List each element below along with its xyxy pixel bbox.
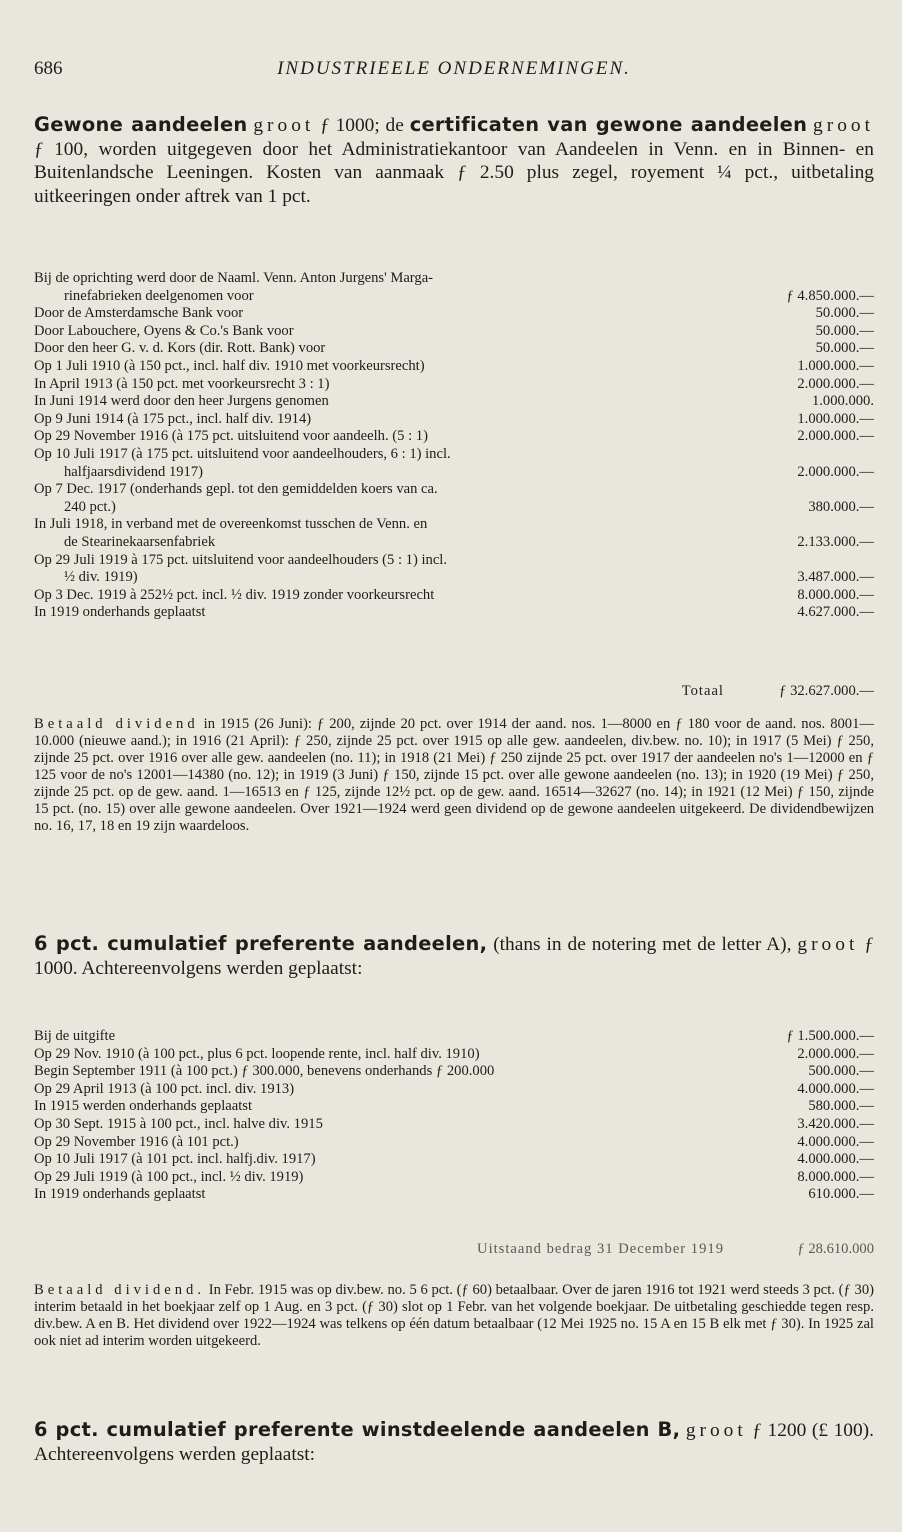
ledger-description: In 1915 werden onderhands geplaatst — [34, 1098, 253, 1115]
ledger-amount: 50.000.— — [815, 340, 874, 357]
ledger-amount: 2.000.000.— — [797, 1045, 874, 1062]
ledger-description: In 1919 onderhands geplaatst — [34, 1186, 206, 1203]
total-amount: ƒ 32.627.000.— — [779, 683, 874, 699]
ledger-description: Begin September 1911 (à 100 pct.) ƒ 300.000, benevens onderhands ƒ 200.000 — [34, 1063, 495, 1080]
ledger-description: Bij de oprichting werd door de Naaml. Venn. Anton Jurgens' Marga- — [34, 270, 434, 286]
ledger-amount: 8.000.000.— — [797, 586, 874, 603]
ledger-amount: ƒ 1.500.000.— — [786, 1028, 874, 1044]
running-title: INDUSTRIEELE ONDERNEMINGEN. — [277, 58, 631, 79]
ledger-amount: 4.000.000.— — [797, 1080, 874, 1097]
ledger-description: Op 1 Juli 1910 (à 150 pct., incl. half div. 1910 met voorkeursrecht) — [34, 357, 425, 374]
dividend-paragraph-gewone — [34, 716, 874, 835]
ledger-row — [34, 464, 874, 482]
ledger-amount: 610.000.— — [808, 1186, 874, 1203]
ledger-amount: 380.000.— — [808, 498, 874, 515]
ledger-description: In 1919 onderhands geplaatst — [34, 604, 206, 621]
certificaten-groot: groot — [813, 115, 874, 136]
ledger-description: Op 7 Dec. 1917 (onderhands gepl. tot den gemiddelden koers van ca. — [34, 481, 438, 498]
ledger-row — [34, 552, 874, 570]
pref-a-text-2: ƒ 1000. Achtereenvolgens werden geplaatst: — [34, 934, 874, 979]
ledger-amount: ƒ 4.850.000.— — [786, 287, 874, 304]
pref-b-text: ƒ 1200 (£ 100). Achtereenvolgens werden geplaatst: — [34, 1420, 874, 1465]
ledger-description: Door de Amsterdamsche Bank voor — [34, 305, 244, 322]
page-number: 686 — [34, 58, 63, 79]
dividend-text-a: In Febr. 1915 was op div.bew. no. 5 6 pct. (ƒ 60) betaalbaar. Over de jaren 1916 tot 1921 werd steeds 3 pct. (ƒ 30) interim betaald in het boekjaar zelf op 1 Aug. en 3 pct. (ƒ 30) slot op 1 Febr. van het volgende boekjaar. De uitbetaling geschiedde tegen resp. div.bew. A en B. Het dividend over 1922—1924 was telkens op één datum betaalbaar (12 Mei 1925 no. 15 A en 15 B elk met ƒ 30). In 1925 zal ook niet ad interim worden uitgekeerd. — [34, 1282, 874, 1349]
ledger-row — [34, 1151, 874, 1169]
total-label: Totaal — [681, 683, 724, 699]
ledger-amount: 2.000.000.— — [797, 463, 874, 480]
ledger-row — [34, 604, 874, 622]
pref-b-heading: 6 pct. cumulatief preferente winstdeelende aandeelen B, — [34, 1418, 681, 1441]
ledger-row — [34, 1063, 874, 1081]
ledger-description: de Stearinekaarsenfabriek — [64, 533, 216, 550]
ledger-row — [34, 288, 874, 306]
ledger-row — [34, 270, 874, 288]
dividend-paragraph-pref-a — [34, 1282, 874, 1350]
ledger-row — [34, 481, 874, 499]
ledger-description: Bij de uitgifte — [34, 1028, 116, 1044]
gewone-text-2: ƒ 100, worden uitgegeven door het Administratiekantoor van Aandeelen in Venn. en in Binnen- en Buitenlandsche Leeningen. Kosten van aanmaak ƒ 2.50 plus zegel, royement ¼ pct., uitbetaling uitkeeringen onder aftrek van 1 pct. — [34, 138, 874, 207]
ledger-description: Op 29 November 1916 (à 101 pct.) — [34, 1133, 239, 1150]
ledger-amount: 500.000.— — [808, 1063, 874, 1080]
pref-a-text-1: (thans in de notering met de letter A), — [493, 934, 792, 955]
gewone-text-1: ƒ 1000; de — [320, 115, 404, 136]
ledger-row — [34, 1186, 874, 1204]
ledger-amount: 4.000.000.— — [797, 1133, 874, 1150]
ledger-description: In April 1913 (à 150 pct. met voorkeursrecht 3 : 1) — [34, 375, 330, 392]
ledger-amount: 2.000.000.— — [797, 428, 874, 445]
ledger-amount: 8.000.000.— — [797, 1168, 874, 1185]
ledger-row — [34, 305, 874, 323]
ledger-row — [34, 1046, 874, 1064]
outstanding-label: Uitstaand bedrag 31 December 1919 — [477, 1241, 724, 1257]
ledger-amount: 2.000.000.— — [797, 375, 874, 392]
ledger-row — [34, 1134, 874, 1152]
pref-a-heading: 6 pct. cumulatief preferente aandeelen, — [34, 932, 488, 955]
ledger-amount: 50.000.— — [815, 305, 874, 322]
gewone-aandeelen-paragraph — [34, 113, 874, 208]
ledger-description: rinefabrieken deelgenomen voor — [64, 287, 254, 304]
ledger-description: Op 30 Sept. 1915 à 100 pct., incl. halve div. 1915 — [34, 1115, 323, 1132]
pref-b-groot: groot — [685, 1420, 747, 1441]
pref-a-groot: groot — [797, 934, 859, 955]
ledger-description: halfjaarsdividend 1917) — [64, 463, 204, 480]
ledger-row — [34, 358, 874, 376]
ledger-amount: 1.000.000.— — [797, 410, 874, 427]
gewone-heading: Gewone aandeelen — [34, 113, 248, 136]
ledger-amount: 1.000.000.— — [797, 357, 874, 374]
ledger-row — [34, 323, 874, 341]
ledger-description: Op 29 November 1916 (à 175 pct. uitsluitend voor aandeelh. (5 : 1) — [34, 428, 428, 445]
ledger-description: In Juni 1914 werd door den heer Jurgens genomen — [34, 393, 329, 410]
ledger-row — [34, 587, 874, 605]
ledger-description: Op 29 Juli 1919 à 175 pct. uitsluitend voor aandeelhouders (5 : 1) incl. — [34, 551, 448, 568]
ledger-row — [34, 1098, 874, 1116]
ledger-description: ½ div. 1919) — [64, 569, 138, 586]
ledger-description: In Juli 1918, in verband met de overeenkomst tusschen de Venn. en — [34, 516, 428, 533]
ledger-description: Door Labouchere, Oyens & Co.'s Bank voor — [34, 322, 294, 339]
outstanding-amount: ƒ 28.610.000 — [797, 1241, 874, 1257]
ledger-amount: 580.000.— — [808, 1098, 874, 1115]
ledger-row — [34, 393, 874, 411]
ledger-amount: 1.000.000. — [811, 393, 874, 410]
ledger-row — [34, 569, 874, 587]
dividend-lead: Betaald dividend — [34, 716, 199, 732]
ledger-description: Op 9 Juni 1914 (à 175 pct., incl. half div. 1914) — [34, 410, 312, 427]
ledger-row — [34, 1028, 874, 1046]
ledger-amount: 4.627.000.— — [797, 604, 874, 621]
page-header — [34, 58, 874, 84]
dividend-lead-a: Betaald dividend. — [34, 1282, 205, 1298]
ledger-description: 240 pct.) — [64, 498, 116, 515]
ledger-description: Op 29 Nov. 1910 (à 100 pct., plus 6 pct. loopende rente, incl. half div. 1910) — [34, 1045, 480, 1062]
ledger-description: Op 29 April 1913 (à 100 pct. incl. div. 1913) — [34, 1080, 295, 1097]
ledger-amount: 3.420.000.— — [797, 1115, 874, 1132]
placement-ledger-pref-a — [34, 1028, 874, 1204]
ledger-amount: 2.133.000.— — [797, 533, 874, 550]
placement-ledger-gewone — [34, 270, 874, 622]
ledger-amount: 4.000.000.— — [797, 1151, 874, 1168]
ledger-row — [34, 1081, 874, 1099]
ledger-amount: 3.487.000.— — [797, 569, 874, 586]
ledger-description: Op 10 Juli 1917 (à 101 pct. incl. halfj.div. 1917) — [34, 1151, 316, 1168]
ledger-row — [34, 411, 874, 429]
ledger-row — [34, 534, 874, 552]
ledger-row — [34, 499, 874, 517]
certificaten-heading: certificaten van gewone aandeelen — [409, 113, 808, 136]
ledger-row — [34, 1169, 874, 1187]
ledger-row — [34, 376, 874, 394]
ledger-description: Op 10 Juli 1917 (à 175 pct. uitsluitend voor aandeelhouders, 6 : 1) incl. — [34, 445, 451, 462]
ledger-description: Op 3 Dec. 1919 à 252½ pct. incl. ½ div. 1919 zonder voorkeursrecht — [34, 586, 435, 603]
ledger-amount: 50.000.— — [815, 322, 874, 339]
pref-a-paragraph — [34, 932, 874, 980]
ledger-row — [34, 1116, 874, 1134]
ledger-description: Op 29 Juli 1919 (à 100 pct., incl. ½ div. 1919) — [34, 1168, 304, 1185]
ledger-row — [34, 428, 874, 446]
total-row-gewone — [34, 680, 874, 702]
ledger-row — [34, 516, 874, 534]
ledger-description: Door den heer G. v. d. Kors (dir. Rott. Bank) voor — [34, 340, 326, 357]
dividend-text: in 1915 (26 Juni): ƒ 200, zijnde 20 pct. over 1914 der aand. nos. 1—8000 en ƒ 180 voor de aand. nos. 8001—10.000 (nieuwe aand.); in 1916 (21 April): ƒ 250, zijnde 25 pct. over 1915 op alle gew. aandeelen, div.bew. no. 10); in 1917 (5 Mei) ƒ 250, zijnde 25 pct. over 1916 over alle gew. aandeelen (no. 11); in 1918 (21 Mei) ƒ 250 zijnde 25 pct. over 1917 der aandeelen no's 1—12000 en ƒ 125 voor de no's 12001—14380 (no. 12); in 1919 (3 Juni) ƒ 150, zijnde 15 pct. over alle gewone aandeelen (no. 13); in 1920 (19 Mei) ƒ 250, zijnde 25 pct. op de gew. aand. 1—16513 en ƒ 125, zijnde 12½ pct. op de gew. aand. 16514—32627 (no. 14); in 1921 (12 Mei) ƒ 150, zijnde 15 pct. (no. 15) over alle gewone aandeelen. Over 1921—1924 werd geen dividend op de gewone aandeelen uitgekeerd. De dividendbewijzen no. 16, 17, 18 en 19 zijn waardeloos. — [34, 716, 874, 834]
total-row-pref-a — [34, 1238, 874, 1260]
pref-b-paragraph — [34, 1418, 874, 1466]
ledger-row — [34, 446, 874, 464]
gewone-groot: groot — [253, 115, 315, 136]
ledger-row — [34, 340, 874, 358]
